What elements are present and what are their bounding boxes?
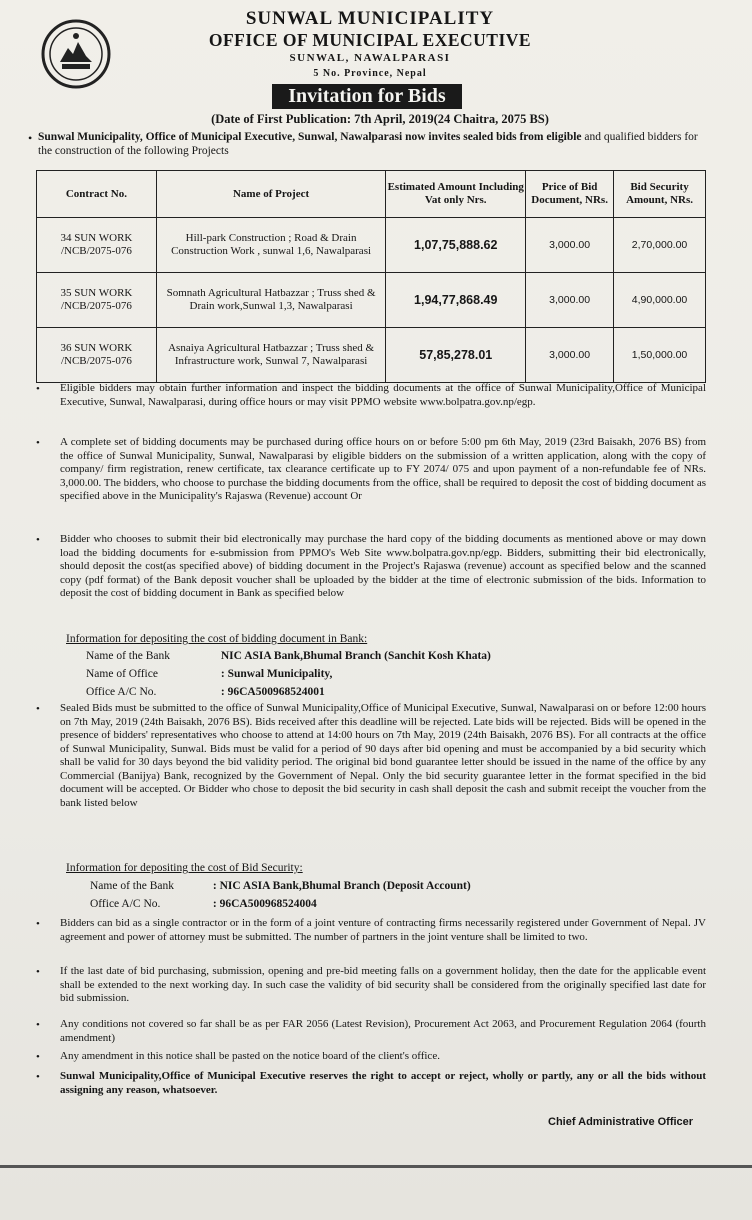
office-name-value: : Sunwal Municipality, (220, 668, 333, 680)
municipality-name: SUNWAL MUNICIPALITY (245, 8, 495, 29)
price-cell: 3,000.00 (526, 328, 614, 383)
amount-cell: 57,85,278.01 (386, 328, 526, 383)
bullet-icon: • (36, 534, 40, 546)
municipality-seal-icon (40, 18, 112, 90)
intro-paragraph (38, 130, 710, 158)
security-cell: 1,50,000.00 (614, 328, 706, 383)
price-cell: 3,000.00 (526, 273, 614, 328)
province-line: 5 No. Province, Nepal (313, 68, 427, 79)
bullet-icon: • (36, 918, 40, 930)
bank-name-label: Name of the Bank (86, 650, 170, 662)
contract-no-cell: 36 SUN WORK /NCB/2075-076 (37, 328, 157, 383)
col-bid-security: Bid Security Amount, NRs. (614, 171, 706, 218)
amount-cell: 1,07,75,888.62 (386, 218, 526, 273)
bullet-icon: • (36, 383, 40, 395)
para-conditions: Any conditions not covered so far shall be as per FAR 2056 (Latest Revision), Procurement Act 2063, and Procurement Regulation 2064 (fourth amendment) (60, 1018, 706, 1044)
office-name: OFFICE OF MUNICIPAL EXECUTIVE (208, 30, 532, 50)
col-project-name: Name of Project (156, 171, 386, 218)
contract-no-cell: 35 SUN WORK /NCB/2075-076 (37, 273, 157, 328)
project-name-cell: Hill-park Construction ; Road & Drain Construction Work , sunwal 1,6, Nawalparasi (156, 218, 386, 273)
project-name-cell: Somnath Agricultural Hatbazzar ; Truss shed & Drain work,Sunwal 1,3, Nawalparasi (156, 273, 386, 328)
intro-bold: Sunwal Municipality, Office of Municipal Executive, Sunwal, Nawalparasi now invites sealed bids from eligible (38, 131, 582, 143)
security-account-label: Office A/C No. (90, 898, 161, 910)
bank-name-row (86, 650, 491, 662)
security-account-row (90, 898, 317, 910)
para-sealed-bids: Sealed Bids must be submitted to the office of Sunwal Municipality,Office of Municipal Executive, Sunwal, Nawalparasi on or before 12:00 hours on 7th May, 2019 (24th Baisakh, 2076 BS). Bids received after this deadline will be rejected. Late bids will be rejected. Bids will be opened in the presence of bidders' representatives who choose to attend at 14:00 hours on 7th May, 2019 (24th Baisakh, 2076 BS). For all contracts at the office of Sunwal Municipality, Sunwal. Bids must be valid for a period of 90 days after bid opening and must be accompanied by a bid security which shall be valid for 30 days beyond the bid validity period. The original bid bond guarantee letter should be issued in the name of the office by any Commercial (Banijya) Bank, recognized by the Government of Nepal. Only the bid security guarantee letter in the format specified in the bid document will be accepted. Or Bidder who chose to deposit the bid security in cash shall deposit the cash and submit receipt the voucher from the bank listed below (60, 702, 706, 809)
security-bank-label: Name of the Bank (90, 880, 174, 892)
bank-name-value: NIC ASIA Bank,Bhumal Branch (Sanchit Kosh Khata) (220, 650, 491, 662)
bank-info-heading: Information for depositing the cost of bidding document in Bank: (66, 633, 368, 645)
bullet-icon: • (36, 1071, 40, 1083)
bullet-icon: • (36, 1019, 40, 1031)
bullet-icon: • (36, 1051, 40, 1063)
page-border (0, 1165, 752, 1168)
security-cell: 4,90,000.00 (614, 273, 706, 328)
security-info-heading: Information for depositing the cost of Bid Security: (66, 862, 303, 874)
page-title: Invitation for Bids (272, 84, 462, 109)
amount-cell: 1,94,77,868.49 (386, 273, 526, 328)
account-value: : 96CA500968524001 (220, 686, 325, 698)
bullet-icon: • (36, 703, 40, 715)
account-label: Office A/C No. (86, 686, 157, 698)
security-bank-value: : NIC ASIA Bank,Bhumal Branch (Deposit Account) (212, 880, 471, 892)
para-eligible-bidders: Eligible bidders may obtain further information and inspect the bidding documents at the office of Sunwal Municipality,Office of Municipal Executive, Sunwal, Nawalparasi, during office hours or may visit PPMO website www.bolpatra.gov.np/egp. (60, 382, 706, 408)
office-location: SUNWAL, NAWALPARASI (289, 52, 451, 64)
para-amendment: Any amendment in this notice shall be pasted on the notice board of the client's office. (60, 1050, 440, 1062)
bids-table (36, 170, 706, 383)
para-purchase-documents: A complete set of bidding documents may be purchased during office hours on or before 5:00 pm 6th May, 2019 (23rd Baisakh, 2076 BS) from the office of Sunwal Municipality, Sunwal, Nawalparasi by eligible bidders on the submission of a written application, along with the copy of company/ firm registration, renew certificate, tax clearance certificate up to FY 2074/ 075 and upon payment of a non-refundable fee of NRs. 3,000.00. The bidders, who choose to purchase the bidding documents from the office, shall be required to deposit the cost of bidding document as specified above in the Municipality's Rajaswa (Revenue) account Or (60, 436, 707, 502)
col-contract-no: Contract No. (37, 171, 157, 218)
table-header-row (37, 171, 706, 218)
bullet-icon: • (36, 437, 40, 449)
table-row (37, 218, 706, 273)
signature-title: Chief Administrative Officer (548, 1116, 694, 1128)
security-cell: 2,70,000.00 (614, 218, 706, 273)
para-holiday: If the last date of bid purchasing, submission, opening and pre-bid meeting falls on a government holiday, then the date for the applicable event shall be extended to the next working day. In such case the validity of bid security shall be considered from the originally specified last date for bid submission. (60, 965, 706, 1004)
contract-no-cell: 34 SUN WORK /NCB/2075-076 (37, 218, 157, 273)
bullet-icon: • (28, 131, 33, 145)
publication-date: (Date of First Publication: 7th April, 2019(24 Chaitra, 2075 BS) (211, 112, 549, 126)
intro-rest: and qualified bidders for the construction of the following Projects (38, 131, 698, 157)
para-rights-reserved: Sunwal Municipality,Office of Municipal Executive reserves the right to accept or reject, wholly or partly, any or all the bids without assigning any reason, whatsoever. (60, 1070, 706, 1096)
security-account-value: : 96CA500968524004 (212, 898, 317, 910)
table-row (37, 328, 706, 383)
price-cell: 3,000.00 (526, 218, 614, 273)
office-name-label: Name of Office (86, 668, 158, 680)
para-electronic-submission: Bidder who chooses to submit their bid electronically may purchase the hard copy of the bidding documents as mentioned above or may down load the bidding documents for e-submission from PPMO's Web Site www.bolpatra.gov.np/egp. Bidders, submitting their bid electronically, should deposit the cost(as specified above) of bidding document in the Project's Rajaswa (revenue) account as specified below and the scanned copy (pdf format) of the Bank deposit voucher shall be uploaded by the bidder at the time of electronic submission of the bids. Information to deposit the cost of bidding document in Bank as specified below (60, 533, 706, 599)
account-row (86, 686, 325, 698)
project-name-cell: Asnaiya Agricultural Hatbazzar ; Truss shed & Infrastructure work, Sunwal 7, Nawalparasi (156, 328, 386, 383)
col-price-bid-doc: Price of Bid Document, NRs. (526, 171, 614, 218)
col-estimated-amount: Estimated Amount Including Vat only Nrs. (386, 171, 526, 218)
para-joint-venture: Bidders can bid as a single contractor or in the form of a joint venture of contracting firms necessarily registered under Government of Nepal. JV agreement and power of attorney must be submitted. The number of partners in the joint venture shall be limited to two. (60, 917, 706, 943)
office-name-row (86, 668, 332, 680)
bullet-icon: • (36, 966, 40, 978)
table-row (37, 273, 706, 328)
security-bank-row (90, 880, 471, 892)
